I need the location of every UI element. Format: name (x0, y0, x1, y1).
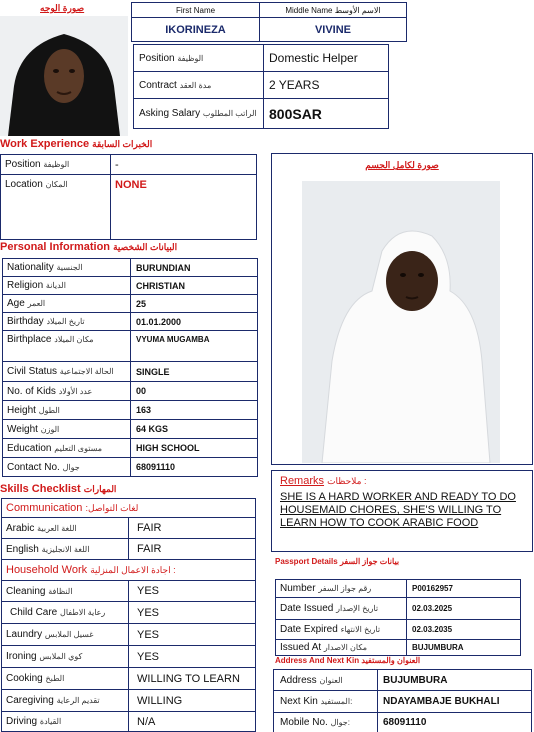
religion-label: Religion الديانة (3, 277, 131, 295)
education-value: HIGH SCHOOL (131, 439, 258, 458)
first-name-value: IKORINEZA (132, 18, 260, 42)
household-header: Household Work اجادة الاعمال المنزلية : (2, 560, 256, 581)
education-label: Education مستوى التعليم (3, 439, 131, 458)
child-care-value: YES (129, 602, 256, 624)
contract-value: 2 YEARS (264, 72, 389, 99)
birthday-value: 01.01.2000 (131, 313, 258, 331)
mobile-value: 68091110 (378, 713, 532, 732)
driving-value: N/A (129, 712, 256, 732)
middle-name-label: Middle Name الاسم الأوسط (260, 3, 407, 18)
cooking-label: Cooking الطبخ (2, 668, 129, 690)
cleaning-label: Cleaning النظافة (2, 581, 129, 602)
birthplace-label: Birthplace مكان الميلاد (3, 331, 131, 362)
body-photo (302, 181, 500, 463)
work-experience-title: Work Experience الخبرات السابقة (0, 138, 153, 150)
next-kin-value: NDAYAMBAJE BUKHALI (378, 691, 532, 713)
experience-location-value: NONE (111, 175, 257, 240)
work-experience-table (0, 154, 257, 240)
birthday-label: Birthday تاريخ الميلاد (3, 313, 131, 331)
personal-information-table (2, 258, 258, 477)
child-care-label: Child Care رعاية الاطفال (2, 602, 129, 624)
nationality-label: Nationality الجنسية (3, 259, 131, 277)
contract-label: Contract مدة العقد (134, 72, 264, 99)
issued-at-value: BUJUMBURA (407, 640, 521, 656)
religion-value: CHRISTIAN (131, 277, 258, 295)
next-kin-label: Next Kin المستفيد: (274, 691, 378, 713)
communication-header: Communication :لغات التواصل (2, 499, 256, 518)
skills-table (1, 498, 256, 732)
salary-label: Asking Salary الراتب المطلوب (134, 99, 264, 129)
experience-position-label: Position الوظيفة (1, 155, 111, 175)
birthplace-value: VYUMA MUGAMBA (131, 331, 258, 362)
ironing-value: YES (129, 646, 256, 668)
civil-status-label: Civil Status الحالة الاجتماعية (3, 362, 131, 382)
personal-information-title: Personal Information البيانات الشخصية (0, 241, 178, 253)
english-value: FAIR (129, 539, 256, 560)
remarks-box (271, 470, 533, 552)
face-photo (0, 16, 128, 136)
height-label: Height الطول (3, 401, 131, 420)
kids-label: No. of Kids عدد الأولاد (3, 382, 131, 401)
issued-at-label: Issued At مكان الاصدار (276, 640, 407, 656)
arabic-value: FAIR (129, 518, 256, 539)
name-table (131, 2, 407, 42)
face-photo-title: صورة الوجه (40, 3, 85, 13)
date-issued-label: Date Issued تاريخ الإصدار (276, 598, 407, 620)
position-label: Position الوظيفة (134, 45, 264, 72)
driving-label: Driving القيادة (2, 712, 129, 732)
age-value: 25 (131, 295, 258, 313)
ironing-label: Ironing كوي الملابس (2, 646, 129, 668)
first-name-label: First Name (132, 3, 260, 18)
body-photo-frame (271, 153, 533, 465)
middle-name-value: VIVINE (260, 18, 407, 42)
english-label: English اللغة الانجليزية (2, 539, 129, 560)
cooking-value: WILLING TO LEARN (129, 668, 256, 690)
date-expired-value: 02.03.2035 (407, 620, 521, 640)
nationality-value: BURUNDIAN (131, 259, 258, 277)
civil-status-value: SINGLE (131, 362, 258, 382)
weight-label: Weight الوزن (3, 420, 131, 439)
address-title: Address And Next Kin العنوان والمستفيد (275, 656, 421, 665)
contact-label: Contact No. جوال (3, 458, 131, 477)
laundry-value: YES (129, 624, 256, 646)
kids-value: 00 (131, 382, 258, 401)
body-photo-title: صورة لكامل الجسم (365, 160, 439, 170)
laundry-label: Laundry غسيل الملابس (2, 624, 129, 646)
arabic-label: Arabic اللغة العربية (2, 518, 129, 539)
experience-position-value: - (111, 155, 257, 175)
remarks-title: Remarks ملاحظات : (280, 475, 367, 487)
age-label: Age العمر (3, 295, 131, 313)
date-issued-value: 02.03.2025 (407, 598, 521, 620)
address-table (273, 669, 532, 732)
salary-value: 800SAR (264, 99, 389, 129)
address-value: BUJUMBURA (378, 670, 532, 691)
skills-checklist-title: Skills Checklist المهارات (0, 483, 117, 495)
caregiving-value: WILLING (129, 690, 256, 712)
caregiving-label: Caregiving تقديم الرعاية (2, 690, 129, 712)
height-value: 163 (131, 401, 258, 420)
position-value: Domestic Helper (264, 45, 389, 72)
passport-title: Passport Details بيانات جواز السفر (275, 557, 400, 566)
remarks-text: SHE IS A HARD WORKER AND READY TO DO HOUSEMAID CHORES, SHE'S WILLING TO LEARN HOW TO COOK ARABIC FOOD (280, 491, 516, 529)
passport-table (275, 579, 521, 656)
passport-number-label: Number رقم جواز السفر (276, 580, 407, 598)
mobile-label: Mobile No. جوال: (274, 713, 378, 732)
experience-location-label: Location المكان (1, 175, 111, 240)
cleaning-value: YES (129, 581, 256, 602)
weight-value: 64 KGS (131, 420, 258, 439)
contact-value: 68091110 (131, 458, 258, 477)
date-expired-label: Date Expired تاريخ الانتهاء (276, 620, 407, 640)
address-label: Address العنوان (274, 670, 378, 691)
job-table (133, 44, 389, 129)
passport-number-value: P00162957 (407, 580, 521, 598)
